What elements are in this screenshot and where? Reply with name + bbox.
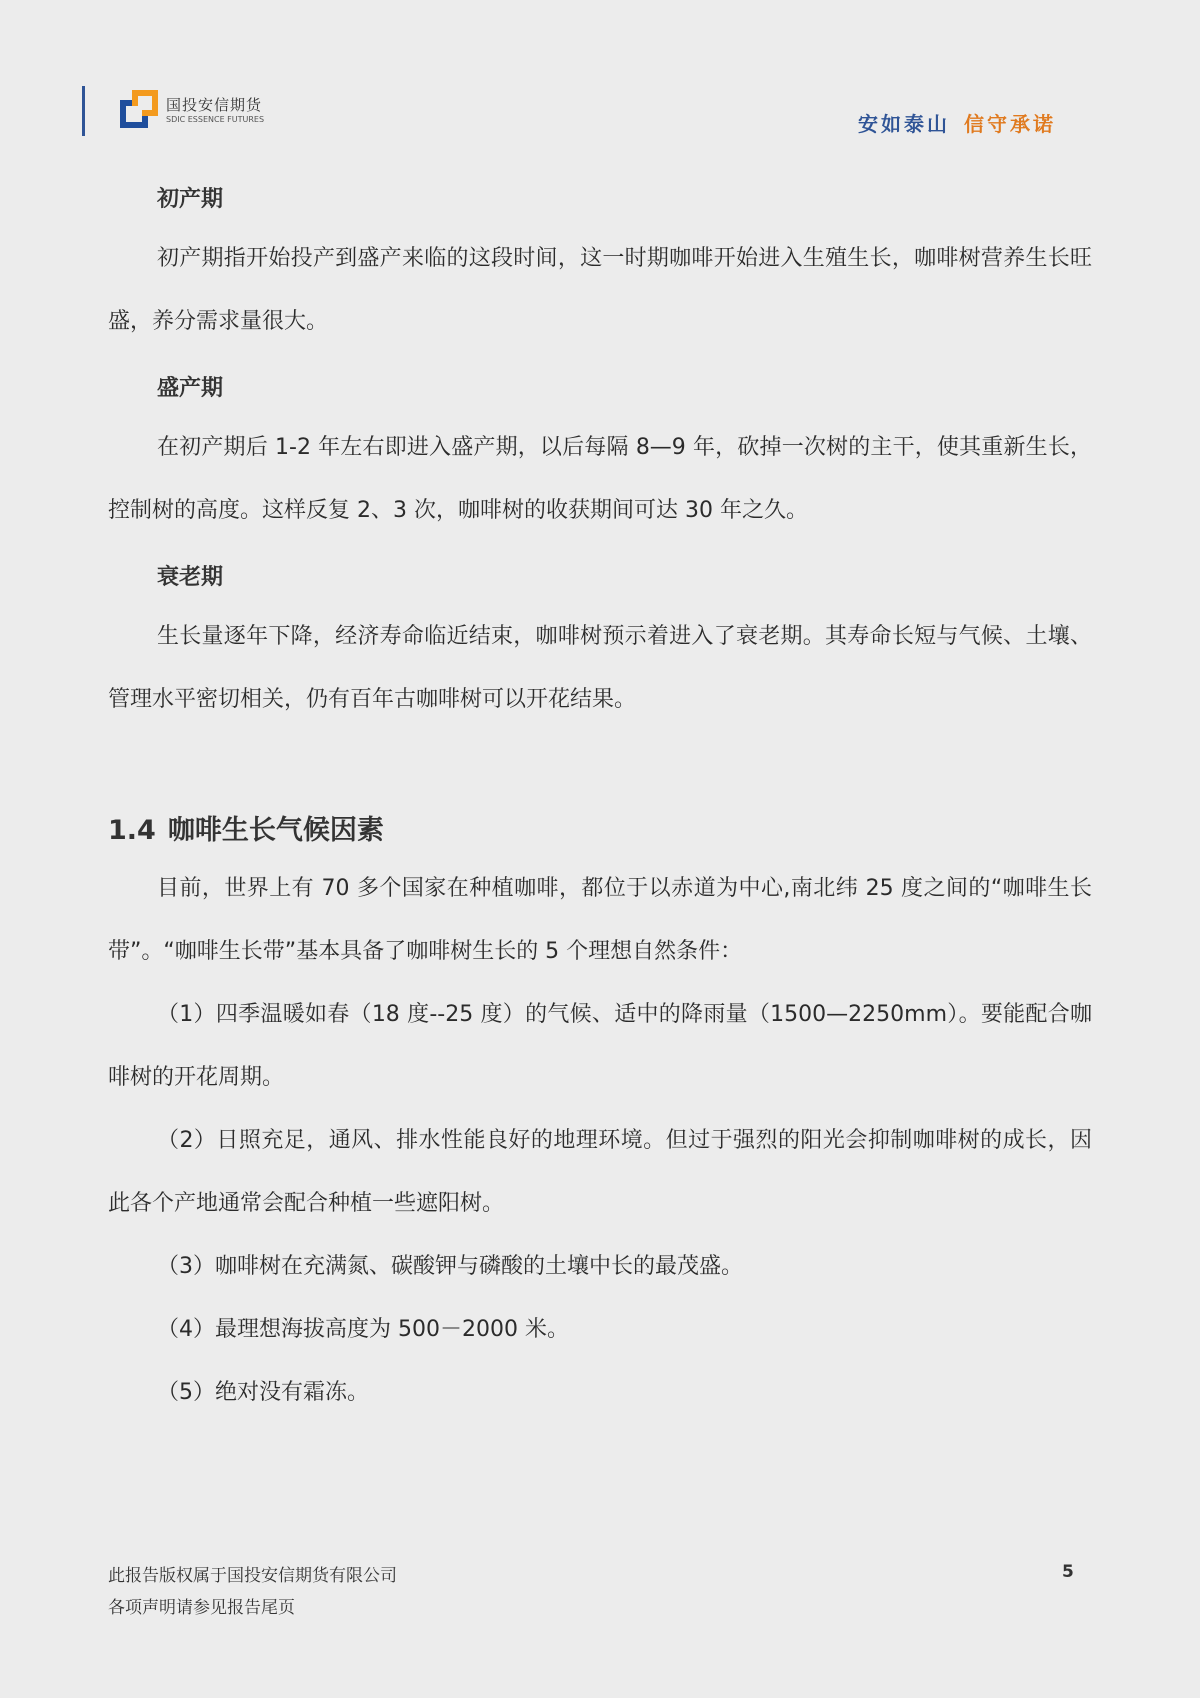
- slogan-part-2: 信守承诺: [964, 112, 1056, 136]
- footer-disclaimer-note: 各项声明请参见报告尾页: [108, 1598, 295, 1618]
- header-slogan: [858, 108, 1056, 137]
- logo-mark-icon: [120, 90, 158, 128]
- footer-copyright: 此报告版权属于国投安信期货有限公司: [108, 1566, 397, 1586]
- subheading-peak-production: 盛产期: [157, 376, 224, 401]
- subheading-early-production: 初产期: [157, 187, 224, 212]
- paragraph-growth-belt: 目前，世界上有 70 多个国家在种植咖啡，都位于以赤道为中心,南北纬 25 度之间的“咖啡生长带”。“咖啡生长带”基本具备了咖啡树生长的 5 个理想自然条件：: [108, 876, 1092, 964]
- paragraph-early-production: 初产期指开始投产到盛产来临的这段时间，这一时期咖啡开始进入生殖生长，咖啡树营养生长旺盛，养分需求量很大。: [108, 246, 1092, 334]
- condition-item-4: （4）最理想海拔高度为 500－2000 米。: [157, 1317, 569, 1342]
- section-heading: [108, 808, 1092, 847]
- condition-item-5: （5）绝对没有霜冻。: [157, 1380, 369, 1405]
- condition-item-3: （3）咖啡树在充满氮、碳酸钾与磷酸的土壤中长的最茂盛。: [157, 1254, 743, 1279]
- section-title: 咖啡生长气候因素: [167, 815, 384, 846]
- company-logo: [120, 88, 280, 132]
- condition-item-1: （1）四季温暖如春（18 度--25 度）的气候、适中的降雨量（1500—2250mm）。要能配合咖啡树的开花周期。: [108, 1002, 1092, 1090]
- logo-chinese-name: 国投安信期货: [166, 96, 263, 114]
- footer-notice: [108, 1560, 397, 1624]
- logo-english-name: SDIC ESSENCE FUTURES: [166, 115, 265, 124]
- paragraph-aging-period: 生长量逐年下降，经济寿命临近结束，咖啡树预示着进入了衰老期。其寿命长短与气候、土壤、管理水平密切相关，仍有百年古咖啡树可以开花结果。: [108, 624, 1092, 712]
- header-accent-rule: [82, 86, 85, 136]
- subheading-aging-period: 衰老期: [157, 565, 224, 590]
- page-number: 5: [1062, 1562, 1074, 1582]
- section-number: 1.4: [108, 815, 156, 846]
- slogan-part-1: 安如泰山: [858, 112, 950, 136]
- paragraph-peak-production: 在初产期后 1-2 年左右即进入盛产期，以后每隔 8—9 年，砍掉一次树的主干，使其重新生长，控制树的高度。这样反复 2、3 次，咖啡树的收获期间可达 30 年之久。: [108, 435, 1092, 523]
- condition-item-2: （2）日照充足，通风、排水性能良好的地理环境。但过于强烈的阳光会抑制咖啡树的成长，因此各个产地通常会配合种植一些遮阳树。: [108, 1128, 1092, 1216]
